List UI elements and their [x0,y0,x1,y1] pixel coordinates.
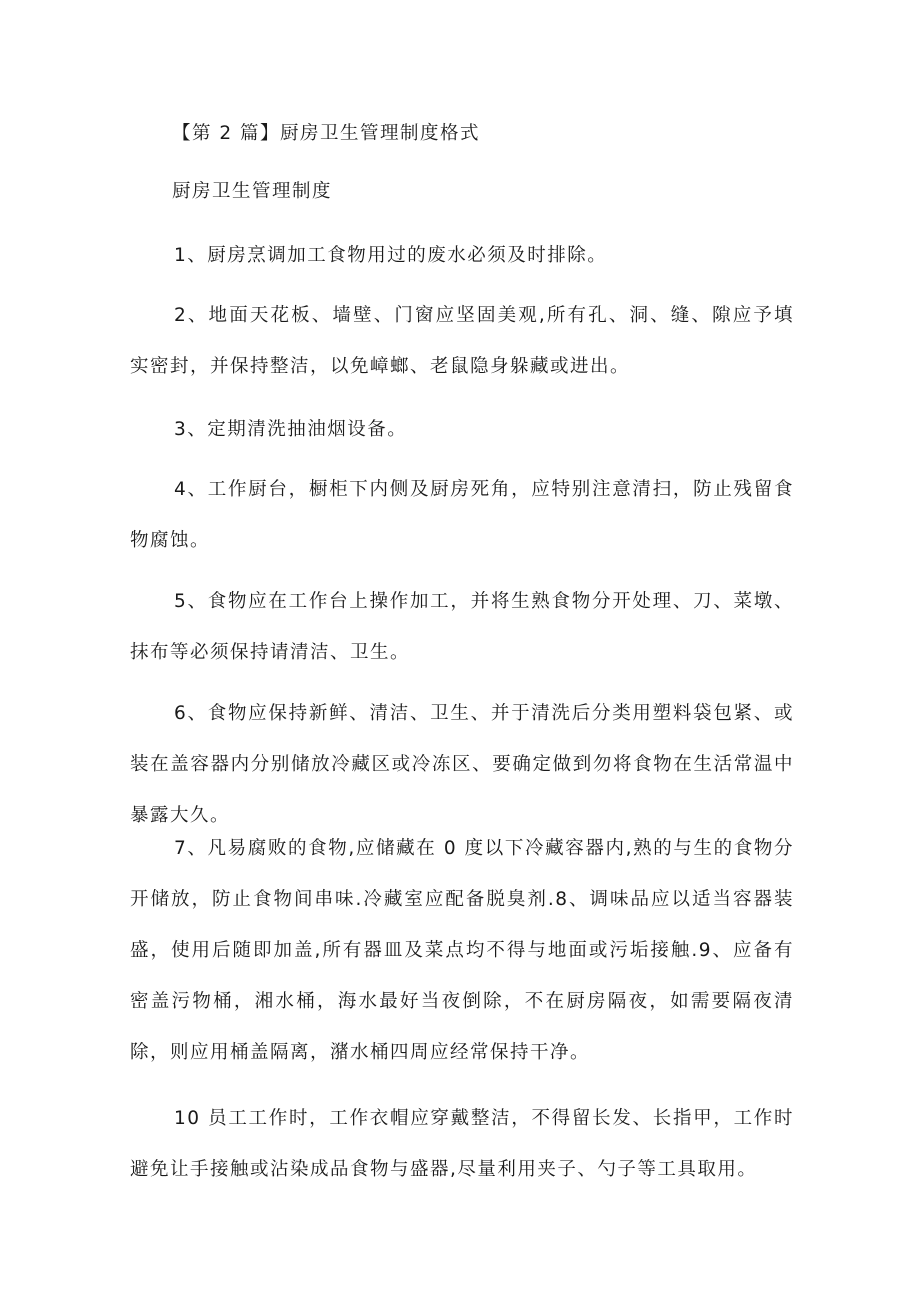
paragraph-5: 5、食物应在工作台上操作加工，并将生熟食物分开处理、刀、菜墩、抹布等必须保持请清洁、卫生。 [130,591,794,663]
document-subtitle: 厨房卫生管理制度 [172,181,333,202]
paragraph-4: 4、工作厨台，橱柜下内侧及厨房死角，应特别注意清扫，防止残留食物腐蚀。 [130,479,794,551]
paragraph-7: 7、凡易腐败的食物,应储藏在 0 度以下冷藏容器内,熟的与生的食物分开储放，防止食物间串味.冷藏室应配备脱臭剂.8、调味品应以适当容器装盛，使用后随即加盖,所有器皿及菜点均不得与地面或污垢接触.9、应备有密盖污物桶，湘水桶，海水最好当夜倒除，不在厨房隔夜，如需要隔夜清除，则应用桶盖隔离，潴水桶四周应经常保持干净。 [130,838,794,1063]
paragraph-8: 10 员工工作时，工作衣帽应穿戴整洁，不得留长发、长指甲，工作时避免让手接触或沾染成品食物与盛器,尽量利用夹子、勺子等工具取用。 [130,1108,794,1180]
paragraph-2: 2、地面天花板、墙壁、门窗应坚固美观,所有孔、洞、缝、隙应予填实密封，并保持整洁，以免嶂螂、老鼠隐身躲藏或进出。 [130,305,794,377]
paragraph-6: 6、食物应保持新鲜、清洁、卫生、并于清洗后分类用塑料袋包紧、或装在盖容器内分别储放冷藏区或冷冻区、要确定做到勿将食物在生活常温中暴露大久。 [130,703,794,826]
paragraph-3: 3、定期清洗抽油烟设备。 [174,419,408,440]
paragraph-1: 1、厨房烹调加工食物用过的废水必须及时排除。 [174,245,608,266]
document-title: 【第 2 篇】厨房卫生管理制度格式 [172,123,481,144]
